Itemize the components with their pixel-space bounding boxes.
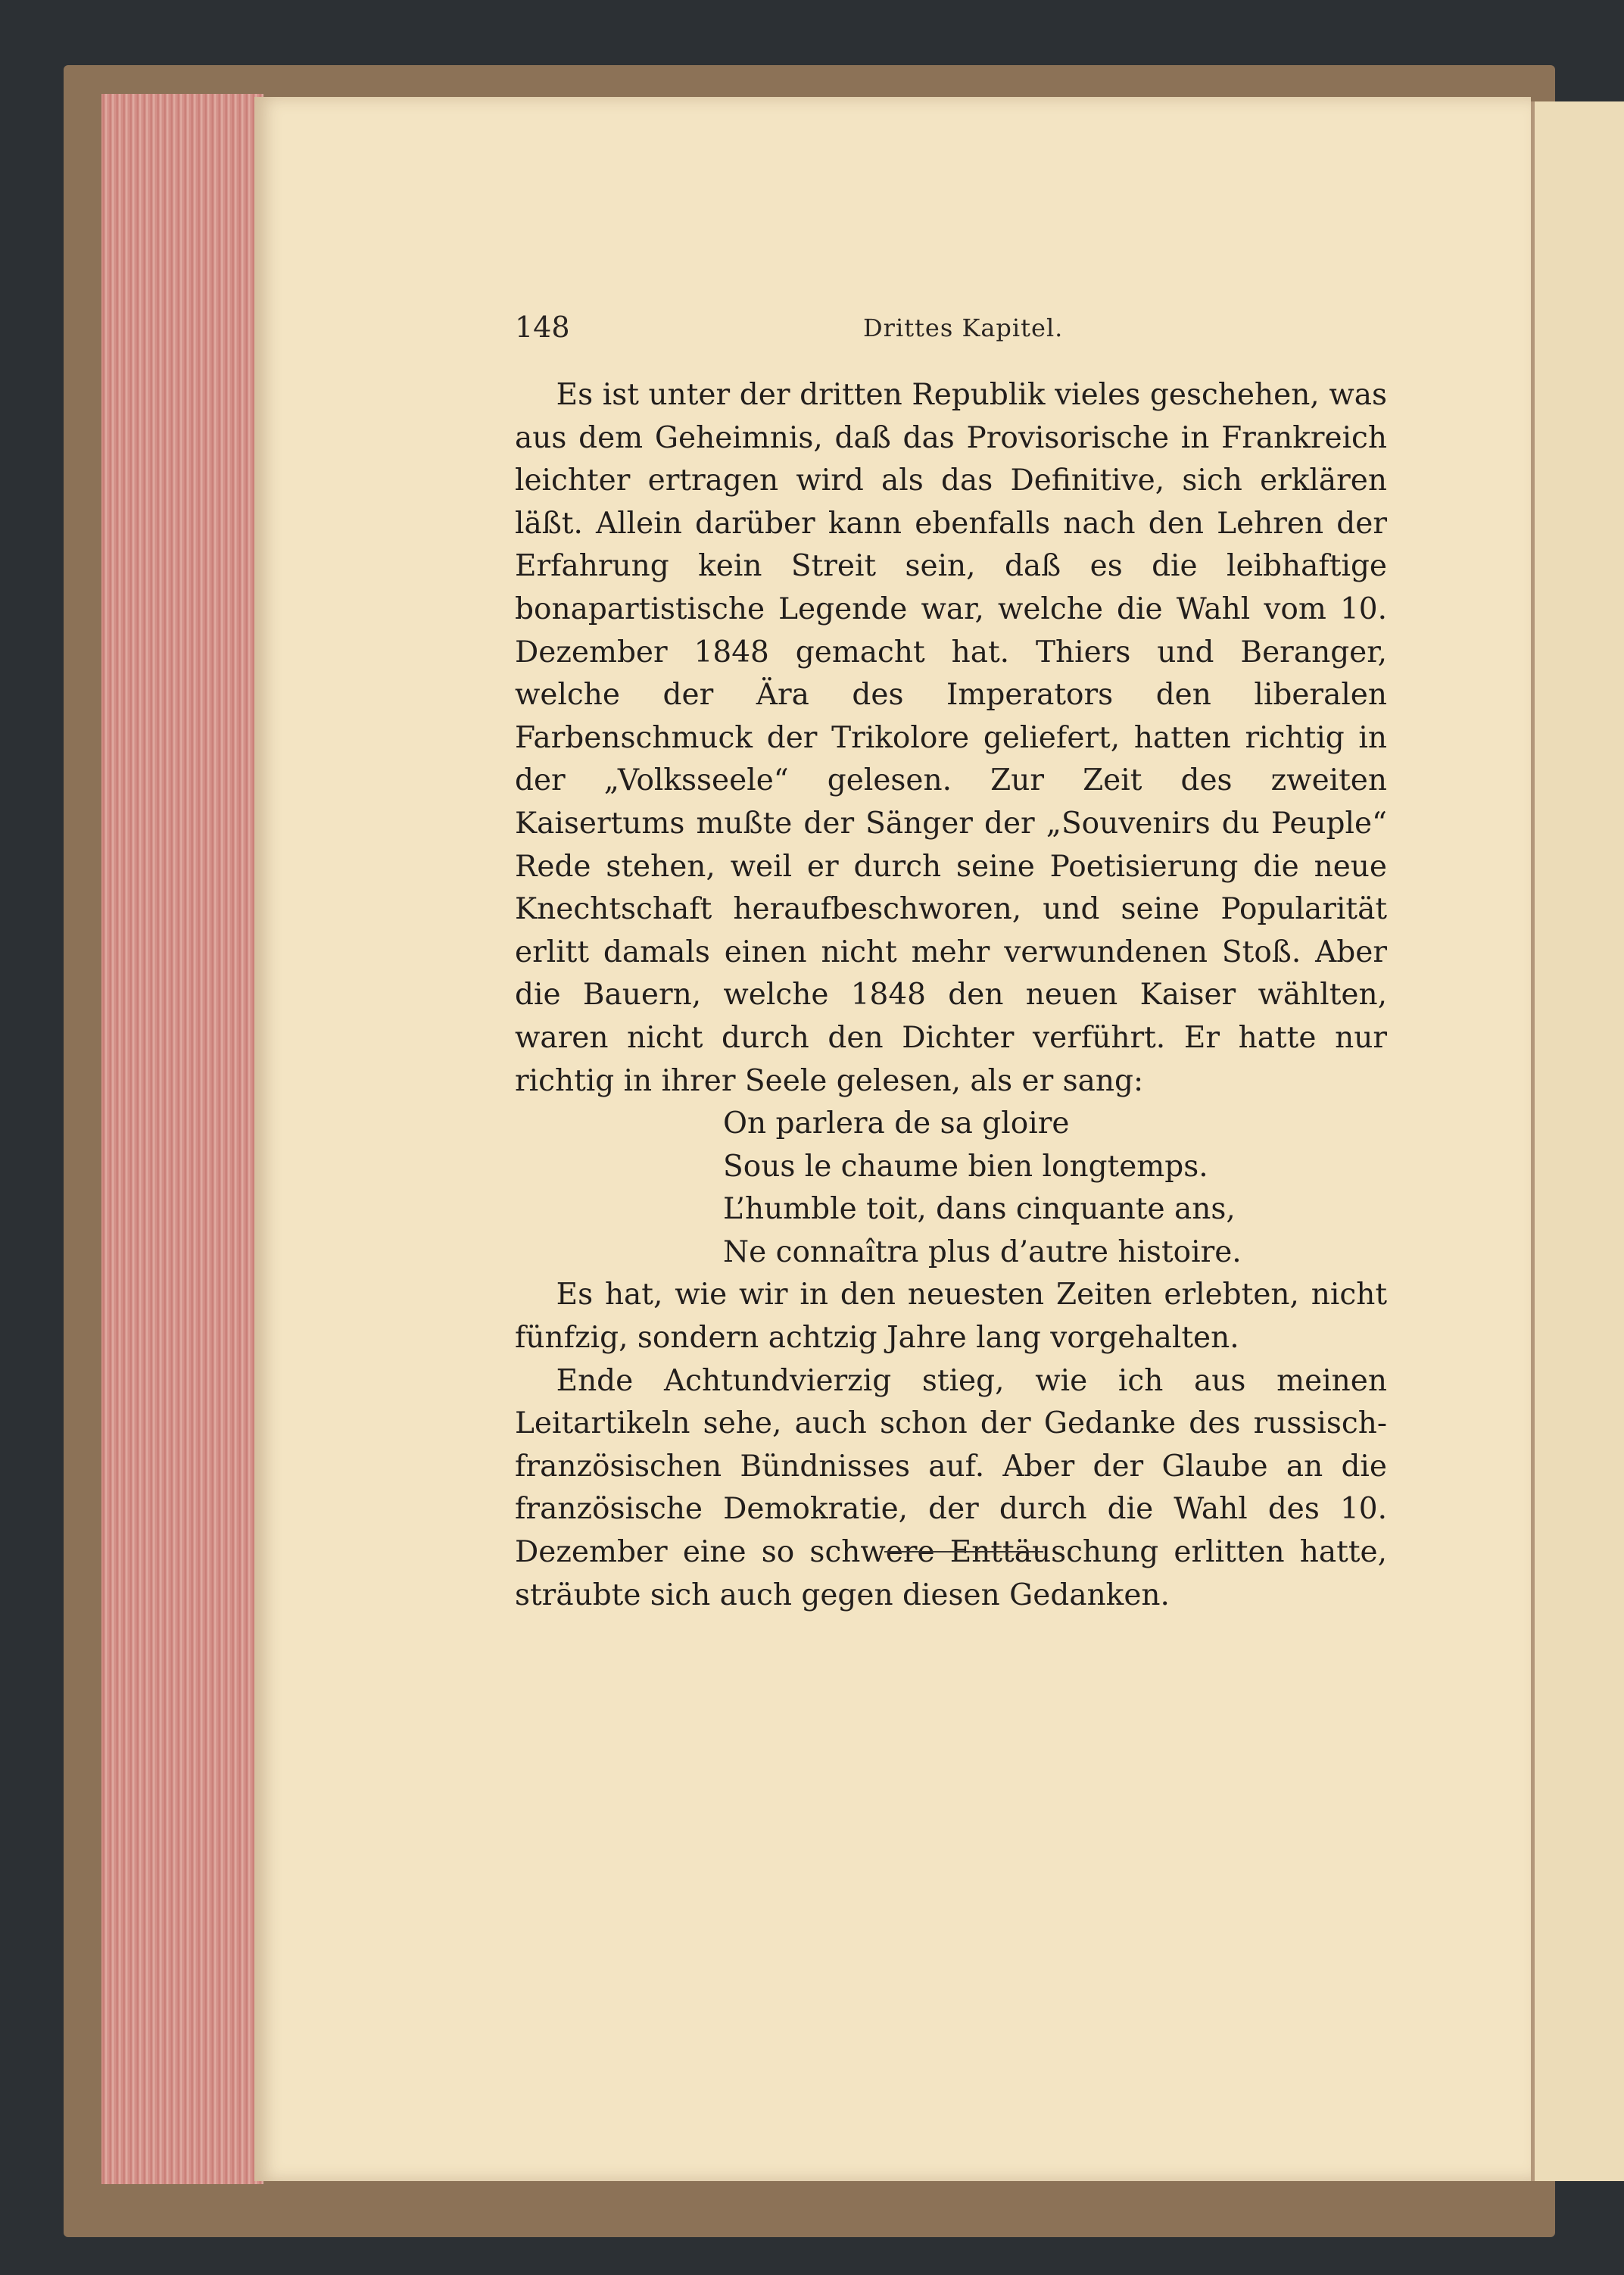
page-number: 148 [515,311,570,344]
page-edges [101,94,263,2184]
poem-line: Ne connaîtra plus d’autre histoire. [723,1234,1242,1269]
body-text [515,374,1387,1617]
facing-page-edge [1531,101,1624,2181]
paragraph: Es ist unter der dritten Republik vieles geschehen, was aus dem Geheimnis, daß das Provisorische in Frankreich leichter ertragen wird als das Definitive, sich erklären läßt. Allein darüber kann ebenfalls nach den Lehren der Erfahrung kein Streit sein, daß es die leibhaftige bonapartistische Legende war, welche die Wahl vom 10. Dezember 1848 gemacht hat. Thiers und Beranger, welche der Ära des Imperators den liberalen Farbenschmuck der Trikolore geliefert, hatten richtig in der „Volksseele“ gelesen. Zur Zeit des zweiten Kaisertums mußte der Sänger der „Souvenirs du Peuple“ Rede stehen, weil er durch seine Poetisierung die neue Knechtschaft heraufbeschworen, und seine Popularität erlitt damals einen nicht mehr verwundenen Stoß. Aber die Bauern, welche 1848 den neuen Kaiser wählten, waren nicht durch den Dichter verführt. Er hatte nur richtig in ihrer Seele gelesen, als er sang: [515,378,1387,1098]
poem-line: Sous le chaume bien longtemps. [723,1149,1208,1184]
running-head: Drittes Kapitel. [863,314,1064,342]
paragraph: Ende Achtundvierzig stieg, wie ich aus meinen Leitartikeln sehe, auch schon der Gedanke des russisch-französischen Bündnisses auf. Aber der Glaube an die französische Demokratie, der durch die Wahl des 10. Dezember eine so schwere Enttäuschung erlitten hatte, sträubte sich auch gegen diesen Gedanken. [515,1363,1387,1612]
poem-quote [723,1103,1387,1274]
paragraph: Es hat, wie wir in den neuesten Zeiten erlebten, nicht fünfzig, sondern achtzig Jahre lang vorgehalten. [515,1278,1387,1356]
poem-line: L’humble toit, dans cinquante ans, [723,1192,1236,1227]
poem-line: On parlera de sa gloire [723,1106,1070,1141]
section-divider [884,1551,1043,1553]
page-header [515,311,1484,356]
